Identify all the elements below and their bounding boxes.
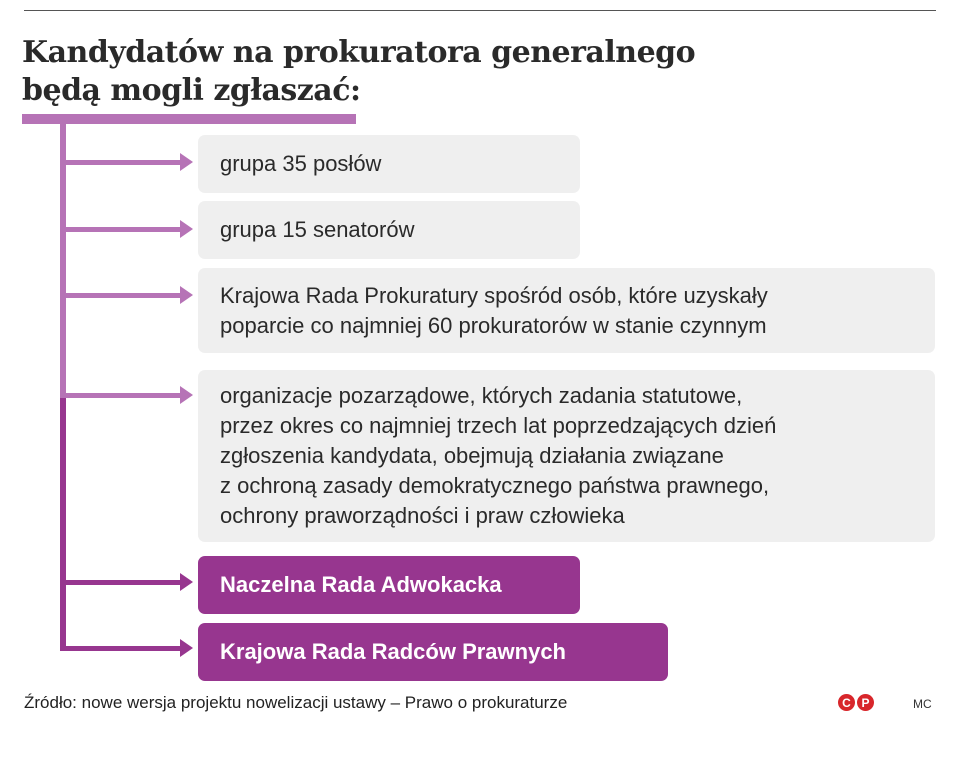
branch-connector-4 — [60, 393, 182, 398]
connector-trunk-light — [60, 124, 66, 398]
node-label-2: grupa 15 senatorów — [220, 217, 415, 242]
arrow-right-icon — [180, 573, 193, 591]
arrow-right-icon — [180, 286, 193, 304]
arrow-right-icon — [180, 220, 193, 238]
node-label-1: grupa 35 posłów — [220, 151, 382, 176]
node-label-4: organizacje pozarządowe, których zadania statutowe, przez okres co najmniej trzech lat poprzedzających dzień zgłoszenia kandydata, obejmują działania związane z ochroną zasady demokratycznego państwa prawnego, ochrony praworządności i praw człowieka — [220, 383, 777, 528]
page-title: Kandydatów na prokuratora generalnego będą mogli zgłaszać: — [22, 35, 696, 108]
diagram-node-1 — [198, 135, 580, 193]
diagram-node-6 — [198, 623, 668, 681]
source-note: Źródło: nowe wersja projektu nowelizacji ustawy – Prawo o prokuraturze — [24, 693, 568, 712]
copyright-c-icon: C — [838, 694, 855, 711]
arrow-right-icon — [180, 639, 193, 657]
diagram-node-5 — [198, 556, 580, 614]
title-underline-bar — [22, 114, 356, 124]
author-initials: MC — [913, 697, 932, 711]
top-rule — [24, 10, 936, 11]
connector-trunk-dark — [60, 398, 66, 651]
branch-connector-1 — [60, 160, 182, 165]
branch-connector-6 — [60, 646, 182, 651]
branch-connector-5 — [60, 580, 182, 585]
node-label-3: Krajowa Rada Prokuratury spośród osób, które uzyskały poparcie co najmniej 60 prokuratorów w stanie czynnym — [220, 282, 768, 338]
node-label-5: Naczelna Rada Adwokacka — [220, 572, 502, 597]
cp-logo — [838, 694, 874, 711]
node-label-6: Krajowa Rada Radców Prawnych — [220, 639, 566, 664]
copyright-p-icon: P — [857, 694, 874, 711]
branch-connector-2 — [60, 227, 182, 232]
diagram-node-3 — [198, 268, 935, 353]
diagram-node-2 — [198, 201, 580, 259]
arrow-right-icon — [180, 386, 193, 404]
diagram-node-4 — [198, 370, 935, 542]
arrow-right-icon — [180, 153, 193, 171]
branch-connector-3 — [60, 293, 182, 298]
